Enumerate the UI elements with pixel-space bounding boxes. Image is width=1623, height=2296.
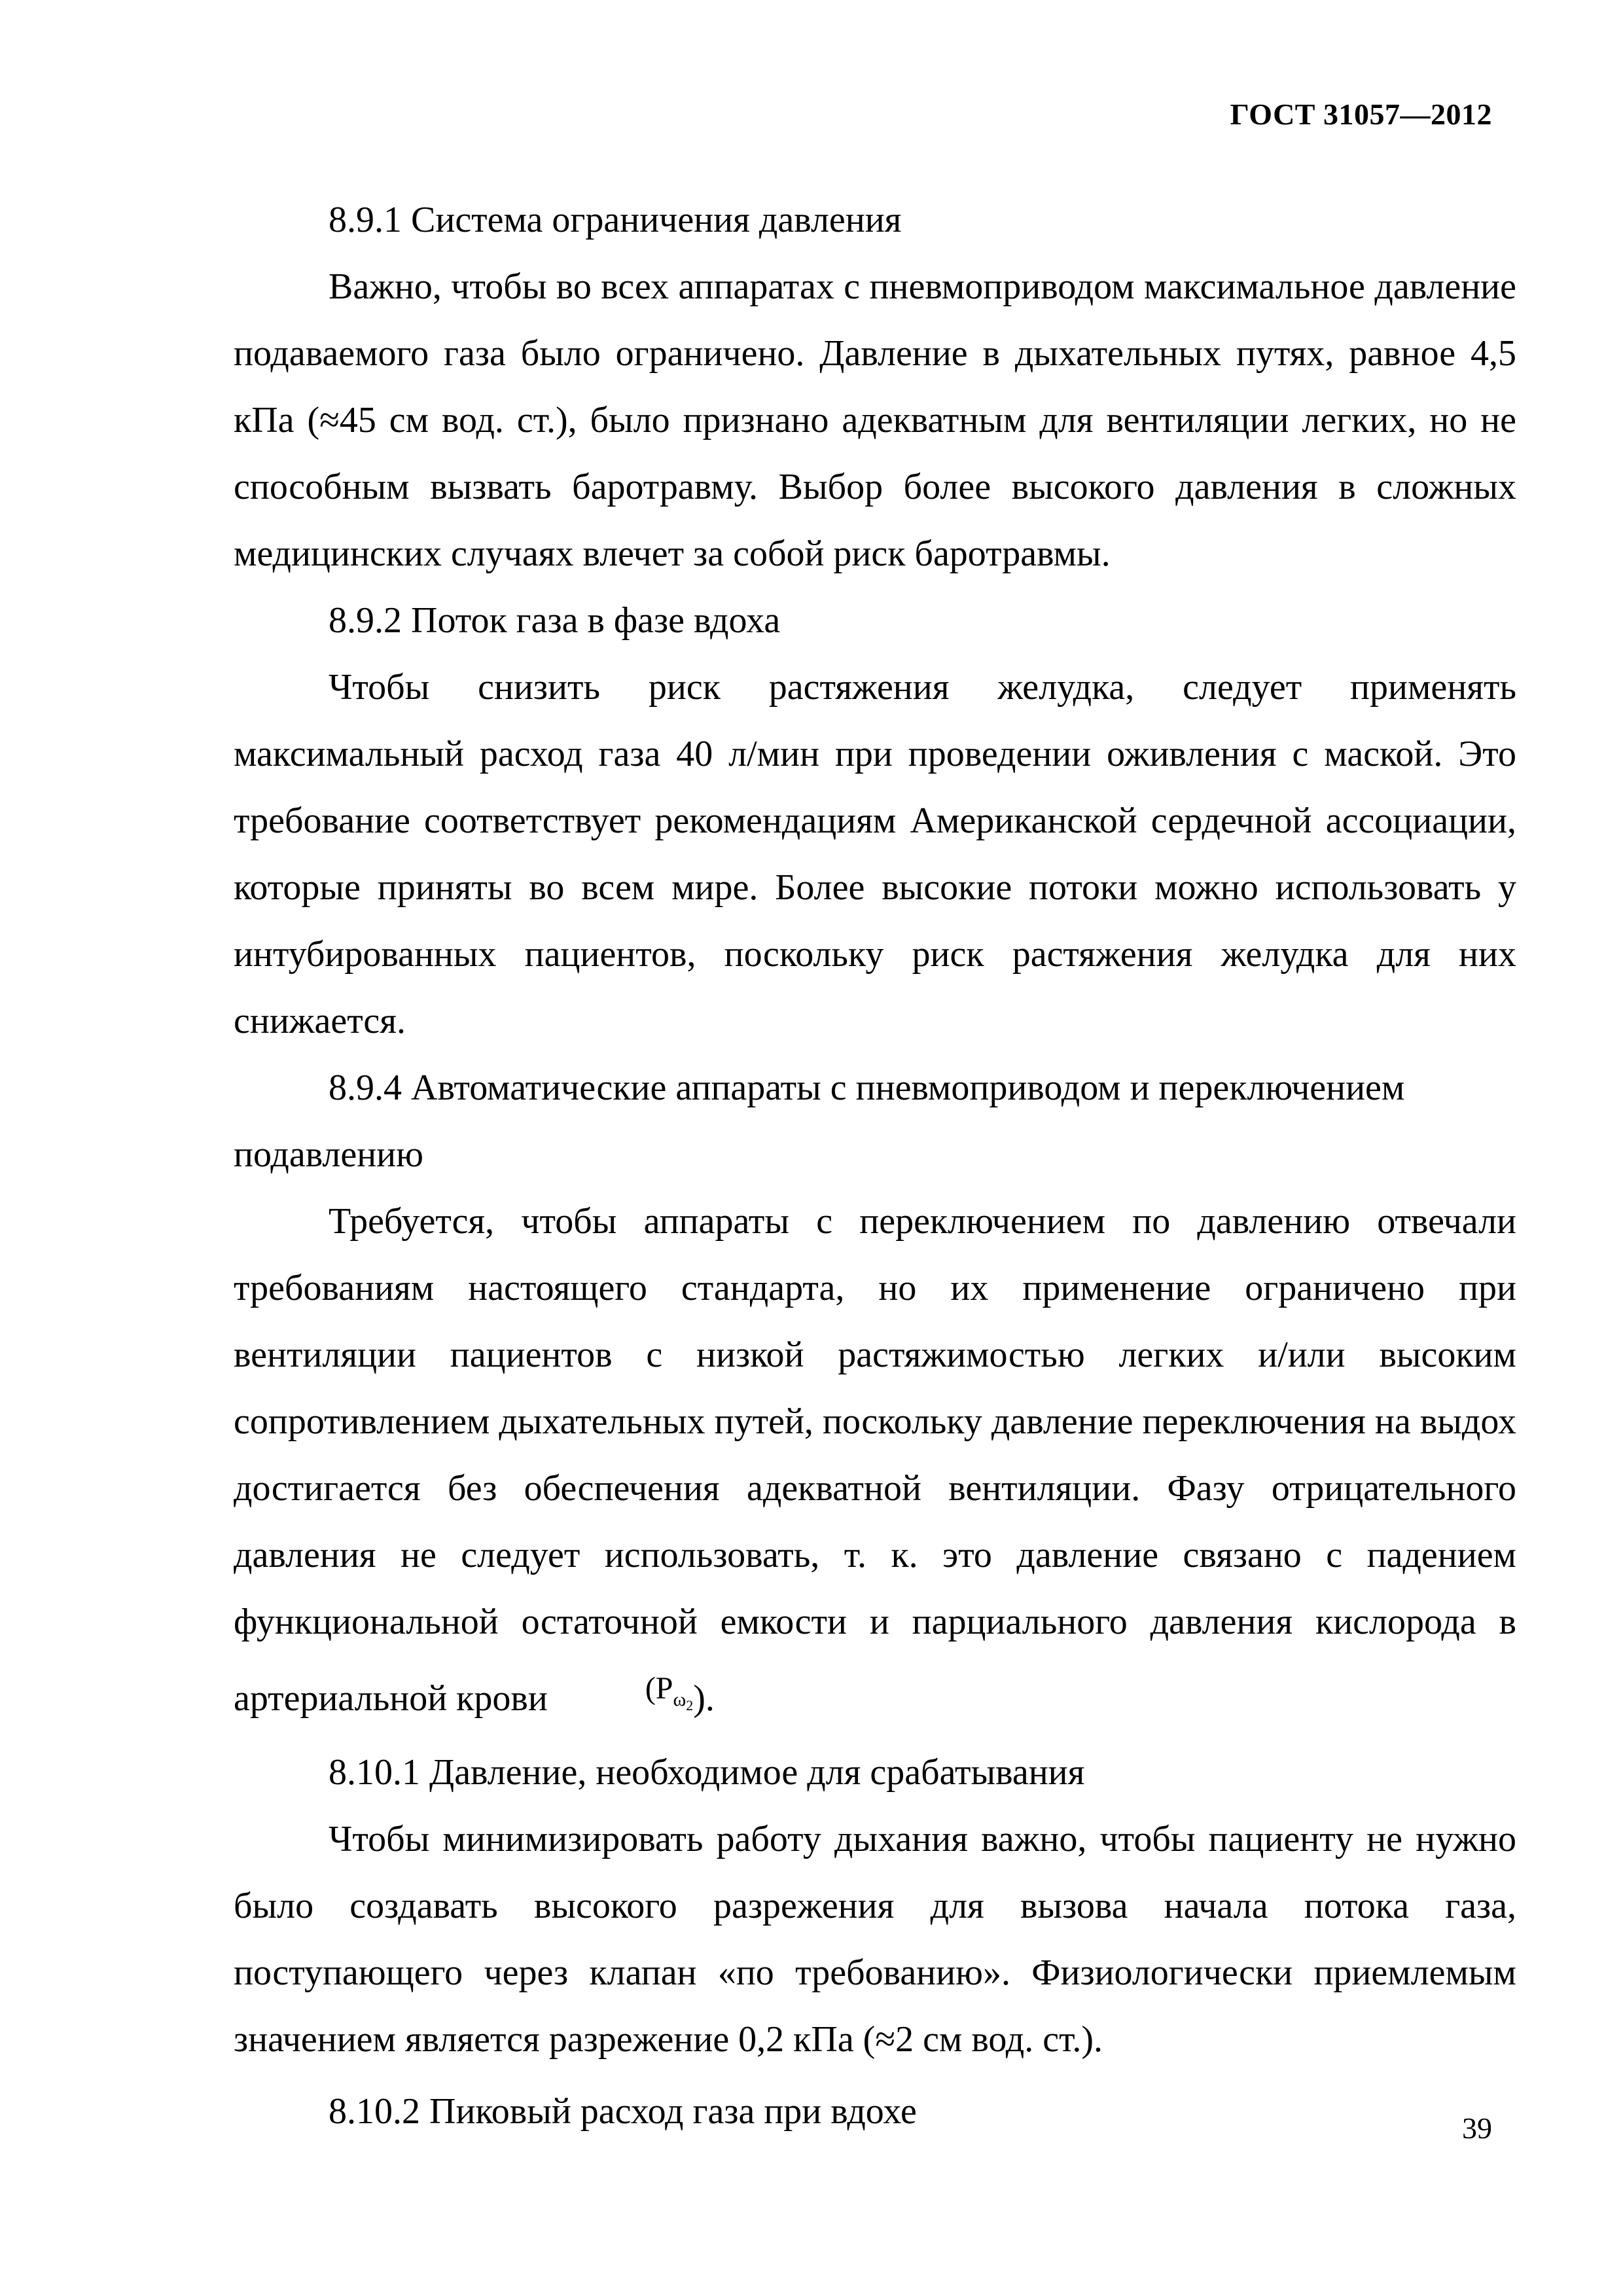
section-heading-8-9-1: 8.9.1 Система ограничения давления bbox=[329, 200, 902, 240]
formula-sub-subscript: 2 bbox=[686, 1696, 694, 1713]
paragraph-8-10-1: Чтобы минимизировать работу дыхания важно, чтобы пациенту не нужно было создавать высокого разрежения для вызова начала потока газа, поступающего через клапан «по требованию». Физиологически приемлемым значением является разрежение 0,2 кПа (≈2 см вод. ст.). bbox=[234, 1818, 1516, 2060]
paragraph-8-9-1: Важно, чтобы во всех аппаратах с пневмоприводом максимальное давление подаваемого газа было ограничено. Давление в дыхательных путях, равное 4,5 кПа (≈45 см вод. ст.), было признано адекватным для вентиляции легких, но не способным вызвать баротравму. Выбор более высокого давления в сложных медицинских случаях влечет за собой риск баротравмы. bbox=[234, 266, 1516, 574]
section-heading-8-9-2: 8.9.2 Поток газа в фазе вдоха bbox=[329, 600, 781, 641]
formula-base: P bbox=[655, 1671, 673, 1706]
formula-close-paren: ). bbox=[693, 1678, 715, 1719]
page-content bbox=[234, 187, 1516, 2145]
formula-subscript: ω bbox=[673, 1688, 687, 1710]
partial-pressure-formula bbox=[550, 1655, 693, 1739]
page-number: 39 bbox=[1462, 2111, 1492, 2145]
standard-designation: ГОСТ 31057—2012 bbox=[1230, 98, 1492, 131]
section-heading-8-10-2: 8.10.2 Пиковый расход газа при вдохе bbox=[329, 2090, 917, 2132]
section-heading-8-10-1: 8.10.1 Давление, необходимое для срабатывания bbox=[329, 1751, 1085, 1793]
formula-open-paren: ( bbox=[645, 1671, 656, 1706]
paragraph-8-9-4-text: Требуется, чтобы аппараты с переключением по давлению отвечали требованиям настоящего стандарта, но их применение ограничено при вентиляции пациентов с низкой растяжимостью легких и/или высоким сопротивлением дыхательных путей, поскольку давление переключения на выдох достигается без обеспечения адекватной вентиляции. Фазу отрицательного давления не следует использовать, т. к. это давление связано с падением функциональной остаточной емкости и парциального давления кислорода в артериальной крови bbox=[234, 1201, 1516, 1719]
paragraph-8-9-2: Чтобы снизить риск растяжения желудка, следует применять максимальный расход газа 40 л/мин при проведении оживления с маской. Это требование соответствует рекомендациям Американской сердечной ассоциации, которые приняты во всем мире. Более высокие потоки можно использовать у интубированных пациентов, поскольку риск растяжения желудка для них снижается. bbox=[234, 667, 1516, 1041]
paragraph-8-9-4 bbox=[234, 1188, 1516, 1739]
section-heading-8-9-4: 8.9.4 Автоматические аппараты с пневмоприводом и переключением подавлению bbox=[234, 1067, 1405, 1175]
